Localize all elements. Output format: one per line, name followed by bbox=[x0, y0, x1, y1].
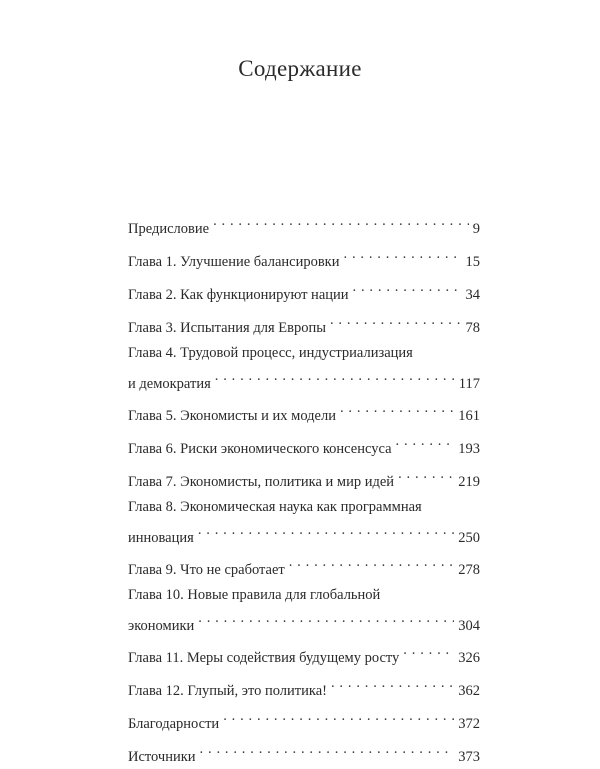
leader-dots bbox=[213, 210, 469, 233]
toc-entry[interactable] bbox=[128, 551, 480, 578]
toc-entry[interactable] bbox=[128, 639, 480, 666]
toc-entry-page: 9 bbox=[472, 221, 480, 237]
toc-entry-page: 362 bbox=[458, 683, 480, 699]
toc-entry-title: Глава 1. Улучшение балансировки bbox=[128, 254, 340, 270]
toc-entry-page: 373 bbox=[458, 749, 480, 765]
leader-dots bbox=[353, 276, 462, 299]
toc-entry-title: Благодарности bbox=[128, 716, 220, 732]
toc-entry[interactable] bbox=[128, 430, 480, 457]
toc-entry[interactable] bbox=[128, 276, 480, 303]
toc-entry-page: 161 bbox=[458, 408, 480, 424]
toc-entry[interactable] bbox=[128, 463, 480, 490]
toc-entry-page: 193 bbox=[458, 441, 480, 457]
toc-entry-title-line1: Глава 4. Трудовой процесс, индустриализация bbox=[128, 345, 413, 361]
toc-entry-page: 278 bbox=[458, 562, 480, 578]
toc-entry-title: Глава 6. Риски экономического консенсуса bbox=[128, 441, 392, 457]
toc-entry-title-line2: и демократия bbox=[128, 376, 211, 392]
table-of-contents bbox=[128, 210, 480, 765]
toc-entry-page: 250 bbox=[458, 530, 480, 546]
toc-entry-title-line1: Глава 10. Новые правила для глобальной bbox=[128, 587, 381, 603]
toc-entry[interactable] bbox=[128, 705, 480, 732]
toc-entry-page: 219 bbox=[458, 474, 480, 490]
leader-dots bbox=[340, 397, 454, 420]
toc-entry-title: Глава 11. Меры содействия будущему росту bbox=[128, 650, 400, 666]
toc-entry[interactable] bbox=[128, 584, 480, 634]
toc-entry-title: Глава 9. Что не сработает bbox=[128, 562, 285, 578]
leader-dots bbox=[403, 639, 454, 662]
toc-entry-title: Предисловие bbox=[128, 221, 210, 237]
leader-dots bbox=[398, 463, 454, 486]
toc-entry-page: 117 bbox=[458, 376, 480, 392]
toc-entry-page: 15 bbox=[465, 254, 480, 270]
toc-entry-title: Источники bbox=[128, 749, 196, 765]
leader-dots bbox=[330, 309, 462, 332]
page-title: Содержание bbox=[238, 56, 362, 81]
toc-entry-title: Глава 7. Экономисты, политика и мир идей bbox=[128, 474, 395, 490]
toc-entry-page: 78 bbox=[465, 320, 480, 336]
leader-dots bbox=[223, 705, 454, 728]
toc-entry-page: 34 bbox=[465, 287, 480, 303]
toc-entry[interactable] bbox=[128, 309, 480, 336]
toc-entry-title-line1: Глава 8. Экономическая наука как программная bbox=[128, 499, 422, 515]
toc-entry[interactable] bbox=[128, 672, 480, 699]
toc-entry-title: Глава 2. Как функционируют нации bbox=[128, 287, 349, 303]
leader-dots bbox=[396, 430, 455, 453]
leader-dots bbox=[344, 243, 462, 266]
toc-entry-title-line2: экономики bbox=[128, 618, 195, 634]
toc-entry[interactable] bbox=[128, 210, 480, 237]
toc-entry[interactable] bbox=[128, 397, 480, 424]
toc-entry-title-line2: инновация bbox=[128, 530, 194, 546]
leader-dots bbox=[198, 519, 454, 542]
leader-dots bbox=[289, 551, 455, 574]
toc-entry[interactable] bbox=[128, 496, 480, 546]
toc-entry-page: 326 bbox=[458, 650, 480, 666]
toc-entry-page: 372 bbox=[458, 716, 480, 732]
toc-entry-page: 304 bbox=[458, 618, 480, 634]
toc-entry-title: Глава 12. Глупый, это политика! bbox=[128, 683, 327, 699]
leader-dots bbox=[215, 365, 455, 388]
toc-entry[interactable] bbox=[128, 342, 480, 392]
toc-entry-title: Глава 3. Испытания для Европы bbox=[128, 320, 326, 336]
toc-entry-title: Глава 5. Экономисты и их модели bbox=[128, 408, 336, 424]
leader-dots bbox=[331, 672, 454, 695]
toc-entry[interactable] bbox=[128, 243, 480, 270]
leader-dots bbox=[198, 607, 454, 630]
